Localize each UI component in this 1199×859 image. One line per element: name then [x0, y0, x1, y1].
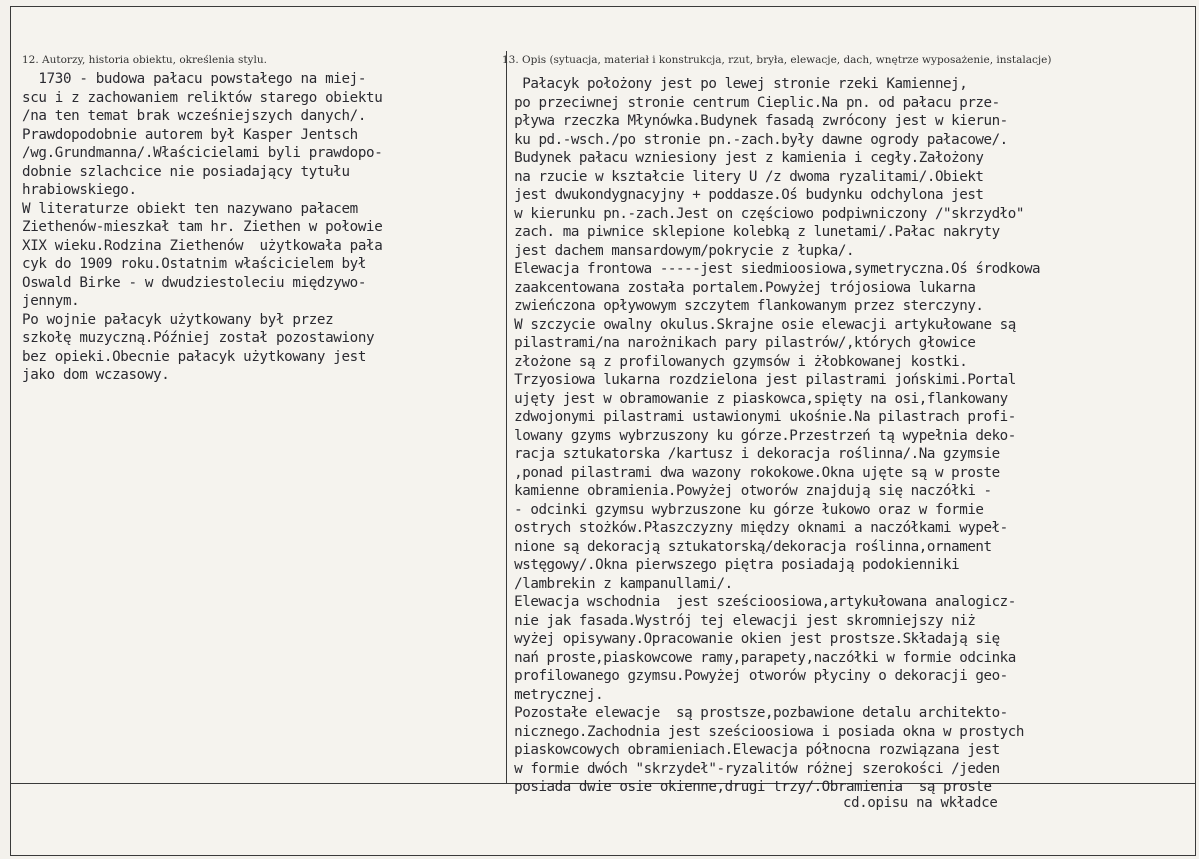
text-line: posiada dwie osie okienne,drugi trzy/.Obramienia są proste	[498, 779, 992, 795]
text-line: jest dachem mansardowym/pokrycie z łupka/.	[498, 242, 855, 259]
text-line: /na ten temat brak wcześniejszych danych/.	[22, 108, 367, 124]
text-line: Oswald Birke - w dwudziestoleciu międzywo-	[22, 274, 367, 291]
section-13-header: 13. Opis (sytuacja, materiał i konstrukcja, rzut, bryła, elewacje, dach, wnętrze wyposażenie, instalacje)	[502, 54, 1052, 66]
text-line: zach. ma piwnice sklepione kolebką z lunetami/.Pałac nakryty	[498, 224, 1000, 240]
text-line: XIX wieku.Rodzina Ziethenów użytkowała pała	[22, 237, 383, 254]
text-line: szkołę muzyczną.Później został pozostawiony	[22, 330, 375, 346]
text-line: nań proste,piaskowcowe ramy,parapety,naczółki w formie odcinka	[498, 649, 1016, 666]
text-line: złożone są z profilowanych gzymsów i żłobkowanej kostki.	[498, 353, 968, 370]
text-line: 1730 - budowa pałacu powstałego na miej-	[22, 71, 367, 87]
text-line: Budynek pałacu wzniesiony jest z kamienia i cegły.Założony	[498, 150, 984, 166]
text-line: wyżej opisywany.Opracowanie okien jest prostsze.Składają się	[498, 631, 1000, 647]
section-12-text	[22, 70, 492, 385]
text-line: w kierunku pn.-zach.Jest on częściowo podpiwniczony /"skrzydło"	[498, 205, 1024, 222]
text-line: wstęgowy/.Okna pierwszego piętra posiadają podokienniki	[498, 557, 960, 573]
section-13-text	[498, 75, 1180, 797]
text-line: jennym.	[22, 293, 80, 309]
text-line: /lambrekin z kampanullami/.	[498, 575, 733, 592]
text-line: ostrych stożków.Płaszczyzny między oknami a naczółkami wypeł-	[498, 520, 1008, 536]
text-line: metrycznej.	[498, 686, 604, 703]
text-line: racja sztukatorska /kartusz i dekoracja roślinna/.Na gzymsie	[498, 446, 1000, 462]
text-line: nie jak fasada.Wystrój tej elewacji jest skromniejszy niż	[498, 612, 976, 629]
text-line: Trzyosiowa lukarna rozdzielona jest pilastrami jońskimi.Portal	[498, 372, 1016, 388]
text-line: Elewacja wschodnia jest sześcioosiowa,artykułowana analogicz-	[498, 594, 1016, 610]
text-line: ,ponad pilastrami dwa wazony rokokowe.Okna ujęte są w proste	[498, 464, 1000, 481]
text-line: Pozostałe elewacje są prostsze,pozbawione detalu architekto-	[498, 705, 1008, 721]
text-line: jest dwukondygnacyjny + poddasze.Oś budynku odchylona jest	[498, 187, 984, 203]
text-line: w formie dwóch "skrzydeł"-ryzalitów różnej szerokości /jeden	[498, 760, 1000, 777]
text-line: scu i z zachowaniem reliktów starego obiektu	[22, 89, 383, 106]
text-line: piaskowcowych obramieniach.Elewacja północna rozwiązana jest	[498, 742, 1000, 758]
text-line: Po wojnie pałacyk użytkowany był przez	[22, 311, 334, 328]
text-line: - odcinki gzymsu wybrzuszone ku górze łukowo oraz w formie	[498, 501, 984, 518]
text-line: profilowanego gzymsu.Powyżej otworów płyciny o dekoracji geo-	[498, 668, 1008, 684]
text-line: zwieńczona opływowym szczytem flankowanym przez sterczyny.	[498, 298, 984, 314]
text-line: nione są dekoracją sztukatorską/dekoracja roślinna,ornament	[498, 538, 992, 555]
text-line: nicznego.Zachodnia jest sześcioosiowa i posiada okna w prostych	[498, 723, 1024, 740]
text-line: ku pd.-wsch./po stronie pn.-zach.były dawne ogrody pałacowe/.	[498, 131, 1008, 148]
text-line: lowany gzyms wybrzuszony ku górze.Przestrzeń tą wypełnia deko-	[498, 427, 1016, 444]
text-line: Prawdopodobnie autorem był Kasper Jentsch	[22, 126, 358, 143]
text-line: cyk do 1909 roku.Ostatnim właścicielem był	[22, 256, 367, 272]
text-line: zaakcentowana została portalem.Powyżej trójosiowa lukarna	[498, 279, 976, 296]
text-line: W szczycie owalny okulus.Skrajne osie elewacji artykułowane są	[498, 316, 1016, 333]
text-line: zdwojonymi pilastrami ustawionymi ukośnie.Na pilastrach profi-	[498, 409, 1016, 425]
section-12-header: 12. Autorzy, historia obiektu, określenia stylu.	[22, 54, 267, 66]
text-line: /wg.Grundmanna/.Właścicielami byli prawdopo-	[22, 145, 383, 161]
text-line: Ziethenów-mieszkał tam hr. Ziethen w połowie	[22, 219, 383, 235]
text-line: hrabiowskiego.	[22, 182, 137, 198]
text-line: bez opieki.Obecnie pałacyk użytkowany jest	[22, 348, 367, 365]
text-line: pływa rzeczka Młynówka.Budynek fasadą zwrócony jest w kierun-	[498, 113, 1008, 129]
text-line: W literaturze obiekt ten nazywano pałacem	[22, 200, 358, 217]
continuation-note: cd.opisu na wkładce	[843, 795, 998, 811]
text-line: pilastrami/na narożnikach pary pilastrów/,których głowice	[498, 335, 976, 351]
text-line: jako dom wczasowy.	[22, 367, 170, 383]
text-line: ujęty jest w obramowanie z piaskowca,spięty na osi,flankowany	[498, 390, 1008, 407]
text-line: dobnie szlachcice nie posiadający tytułu	[22, 163, 350, 180]
text-line: Pałacyk położony jest po lewej stronie rzeki Kamiennej,	[498, 76, 968, 92]
text-line: po przeciwnej stronie centrum Cieplic.Na pn. od pałacu prze-	[498, 94, 1000, 111]
text-line: na rzucie w kształcie litery U /z dwoma ryzalitami/.Obiekt	[498, 168, 984, 185]
text-line: Elewacja frontowa -----jest siedmioosiowa,symetryczna.Oś środkowa	[498, 261, 1041, 277]
text-line: kamienne obramienia.Powyżej otworów znajdują się naczółki -	[498, 483, 992, 499]
